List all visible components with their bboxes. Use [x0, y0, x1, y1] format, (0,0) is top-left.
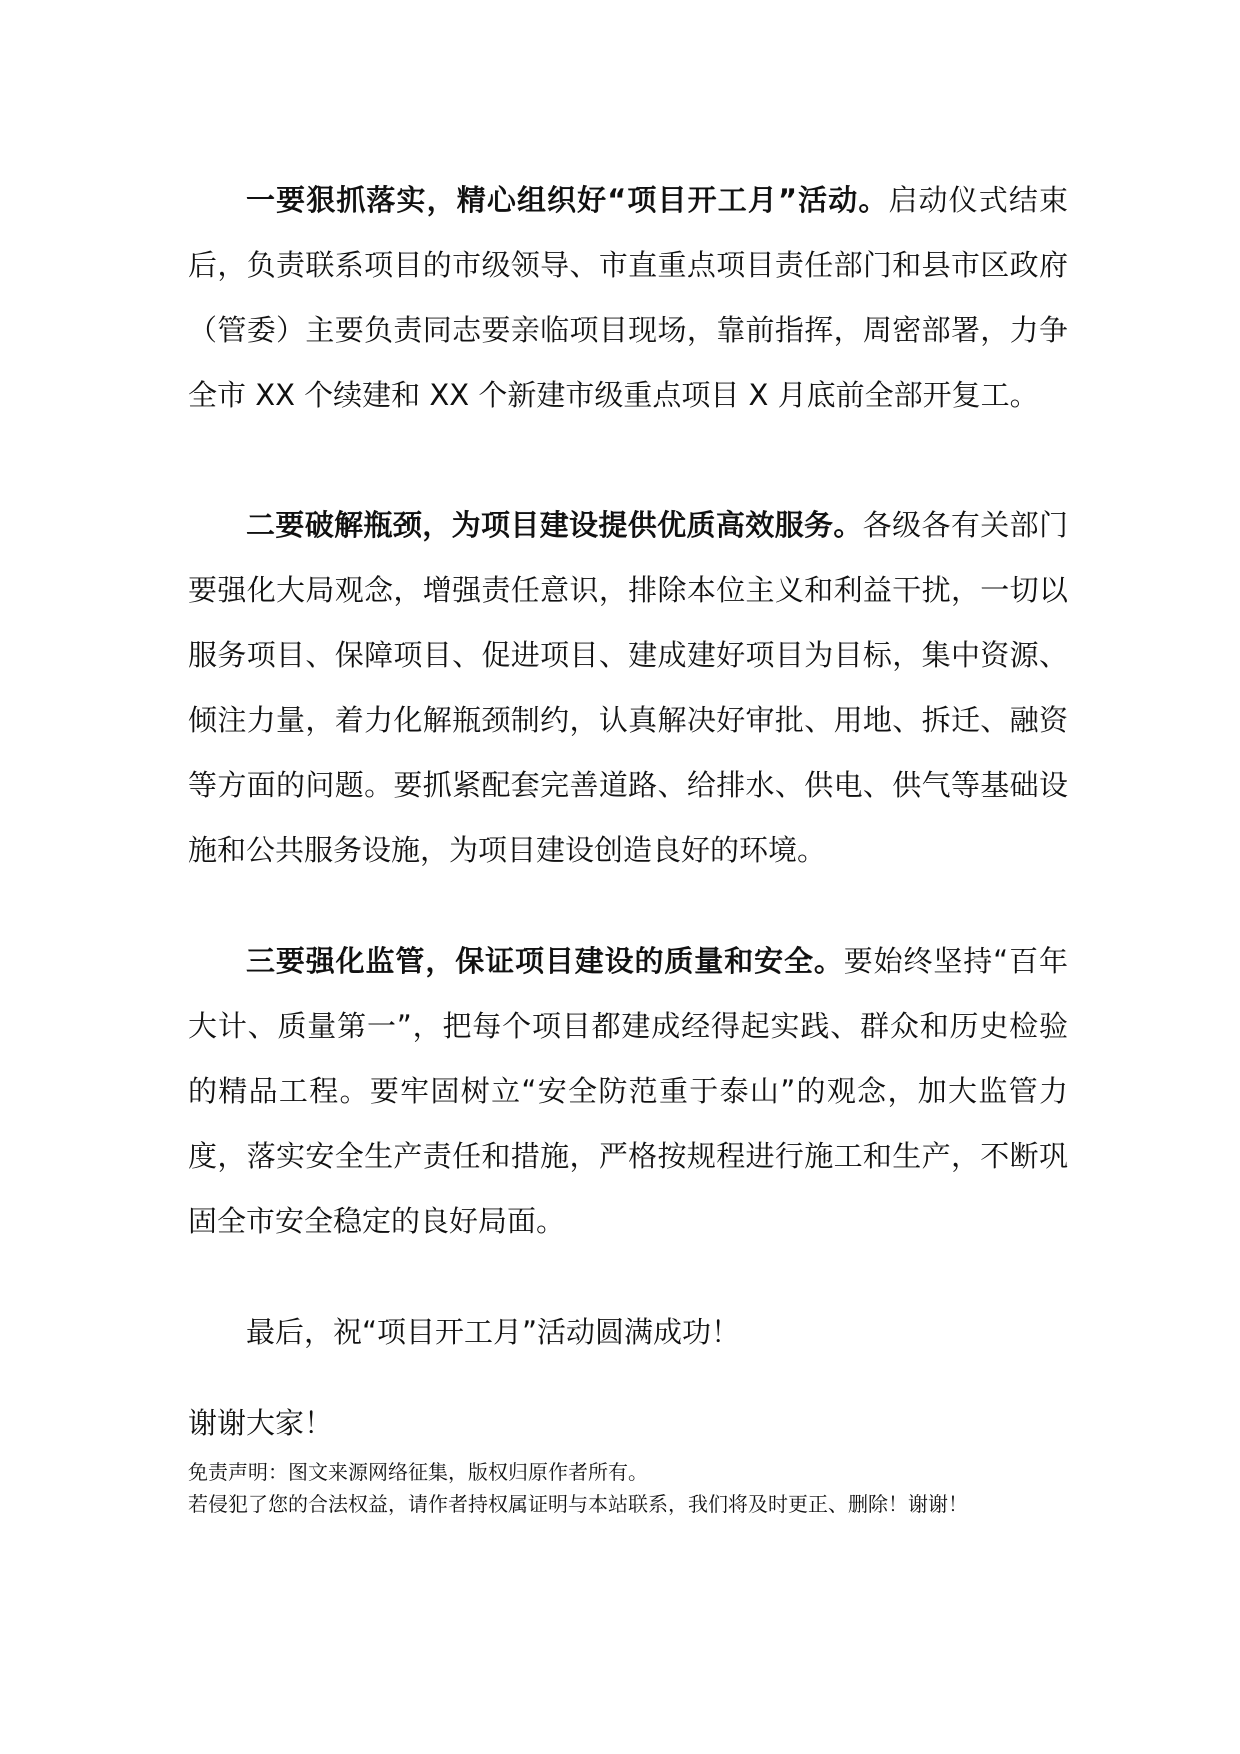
spacer [188, 428, 1068, 493]
spacer [188, 1254, 1068, 1300]
paragraph-3-lead: 三要强化监管，保证项目建设的质量和安全。 [246, 944, 844, 978]
spacer [188, 1365, 1068, 1391]
paragraph-2-body: 各级各有关部门要强化大局观念，增强责任意识，排除本位主义和利益干扰，一切以服务项目、保障项目、促进项目、建成建好项目为目标，集中资源、倾注力量，着力化解瓶颈制约，认真解决好审批、用地、拆迁、融资等方面的问题。要抓紧配套完善道路、给排水、供电、供气等基础设施和公共服务设施，为项目建设创造良好的环境。 [188, 508, 1068, 867]
paragraph-1 [188, 168, 1068, 428]
document-body [188, 168, 1068, 1520]
spacer [188, 883, 1068, 929]
paragraph-3 [188, 929, 1068, 1254]
disclaimer-line-2: 若侵犯了您的合法权益，请作者持权属证明与本站联系，我们将及时更正、删除！谢谢！ [188, 1492, 968, 1516]
paragraph-1-body: 启动仪式结束后，负责联系项目的市级领导、市直重点项目责任部门和县市区政府（管委）主要负责同志要亲临项目现场，靠前指挥，周密部署，力争全市 XX 个续建和 XX 个新建市级重点项目 X 月底前全部开复工。 [188, 183, 1068, 412]
paragraph-2-lead: 二要破解瓶颈，为项目建设提供优质高效服务。 [246, 508, 863, 542]
paragraph-1-lead: 一要狠抓落实，精心组织好“项目开工月”活动。 [246, 183, 889, 217]
disclaimer-line-1: 免责声明：图文来源网络征集，版权归原作者所有。 [188, 1460, 648, 1484]
closing-thanks: 谢谢大家！ [188, 1406, 334, 1440]
paragraph-3-body: 要始终坚持“百年大计、质量第一”，把每个项目都建成经得起实践、群众和历史检验的精品工程。要牢固树立“安全防范重于泰山”的观念，加大监管力度，落实安全生产责任和措施，严格按规程进行施工和生产，不断巩固全市安全稳定的良好局面。 [188, 944, 1068, 1238]
closing-wish: 最后，祝“项目开工月”活动圆满成功！ [246, 1315, 741, 1349]
paragraph-2 [188, 493, 1068, 883]
